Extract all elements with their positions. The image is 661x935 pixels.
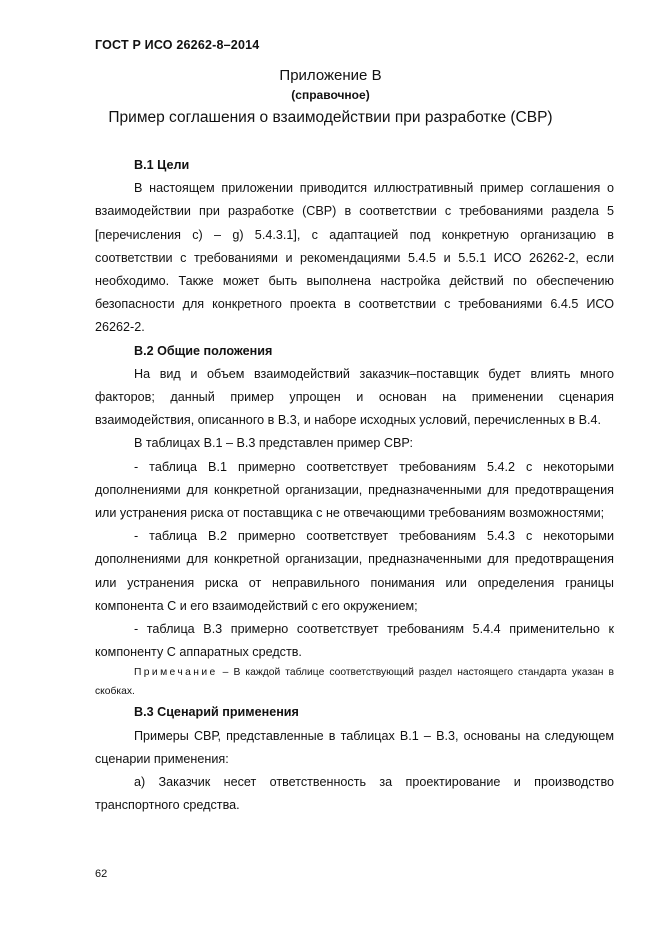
paragraph: На вид и объем взаимодействий заказчик–поставщик будет влиять много факторов; данный пример упрощен и основан на применении сценария взаимодействия, описанного в В.3, и наборе исходных условий, перечисленных в В.4.: [95, 366, 614, 428]
list-item: - таблица В.1 примерно соответствует требованиям 5.4.2 с некоторыми дополнениями для конкретной организации, предназначенными для предотвращения или устранения риска от поставщика с не отвечающими требованиям возможностями;: [95, 459, 614, 521]
section-title-b2: В.2 Общие положения: [134, 343, 273, 358]
section-title-b1: В.1 Цели: [134, 158, 190, 172]
paragraph: В настоящем приложении приводится иллюстративный пример соглашения о взаимодействии при разработке (СВР) в соответствии с требованиями раздела 5 [перечисления c) – g) 5.4.3.1], с адаптацией под конкретную организацию в соответствии с требованиями и рекомендациями 5.4.5 и 5.5.1 ИСО 26262-2, если необходимо. Также может быть выполнена настройка действий по обеспечению безопасности для конкретного проекта в соответствии с требованиями 6.4.5 ИСО 26262-2.: [95, 181, 614, 335]
standard-header: ГОСТ Р ИСО 26262-8–2014: [95, 38, 260, 52]
appendix-kind: (справочное): [291, 88, 370, 102]
paragraph: Примеры СВР, представленные в таблицах В.1 – В.3, основаны на следующем сценарии применения:: [95, 728, 614, 766]
section-title-b3: В.3 Сценарий применения: [134, 705, 299, 720]
document-body: [95, 154, 614, 817]
list-item: - таблица В.3 примерно соответствует требованиям 5.4.4 применительно к компоненту С аппаратных средств.: [95, 622, 614, 660]
page-number: 62: [95, 868, 108, 880]
note: [95, 664, 614, 701]
list-item: - таблица В.2 примерно соответствует требованиям 5.4.3 с некоторыми дополнениями для конкретной организации, предназначенными для предотвращения или устранения риска от неправильного понимания или определения границы компонента С и его взаимодействий с его окружением;: [95, 529, 614, 613]
list-item: а) Заказчик несет ответственность за проектирование и производство транспортного средства.: [95, 775, 614, 813]
note-text: – В каждой таблице соответствующий раздел настоящего стандарта указан в скобках.: [95, 667, 614, 697]
note-label: Примечание: [134, 667, 218, 679]
appendix-title: Приложение В: [279, 67, 382, 84]
paragraph: В таблицах В.1 – В.3 представлен пример СВР:: [134, 436, 414, 451]
appendix-heading: Пример соглашения о взаимодействии при разработке (СВР): [108, 109, 553, 126]
